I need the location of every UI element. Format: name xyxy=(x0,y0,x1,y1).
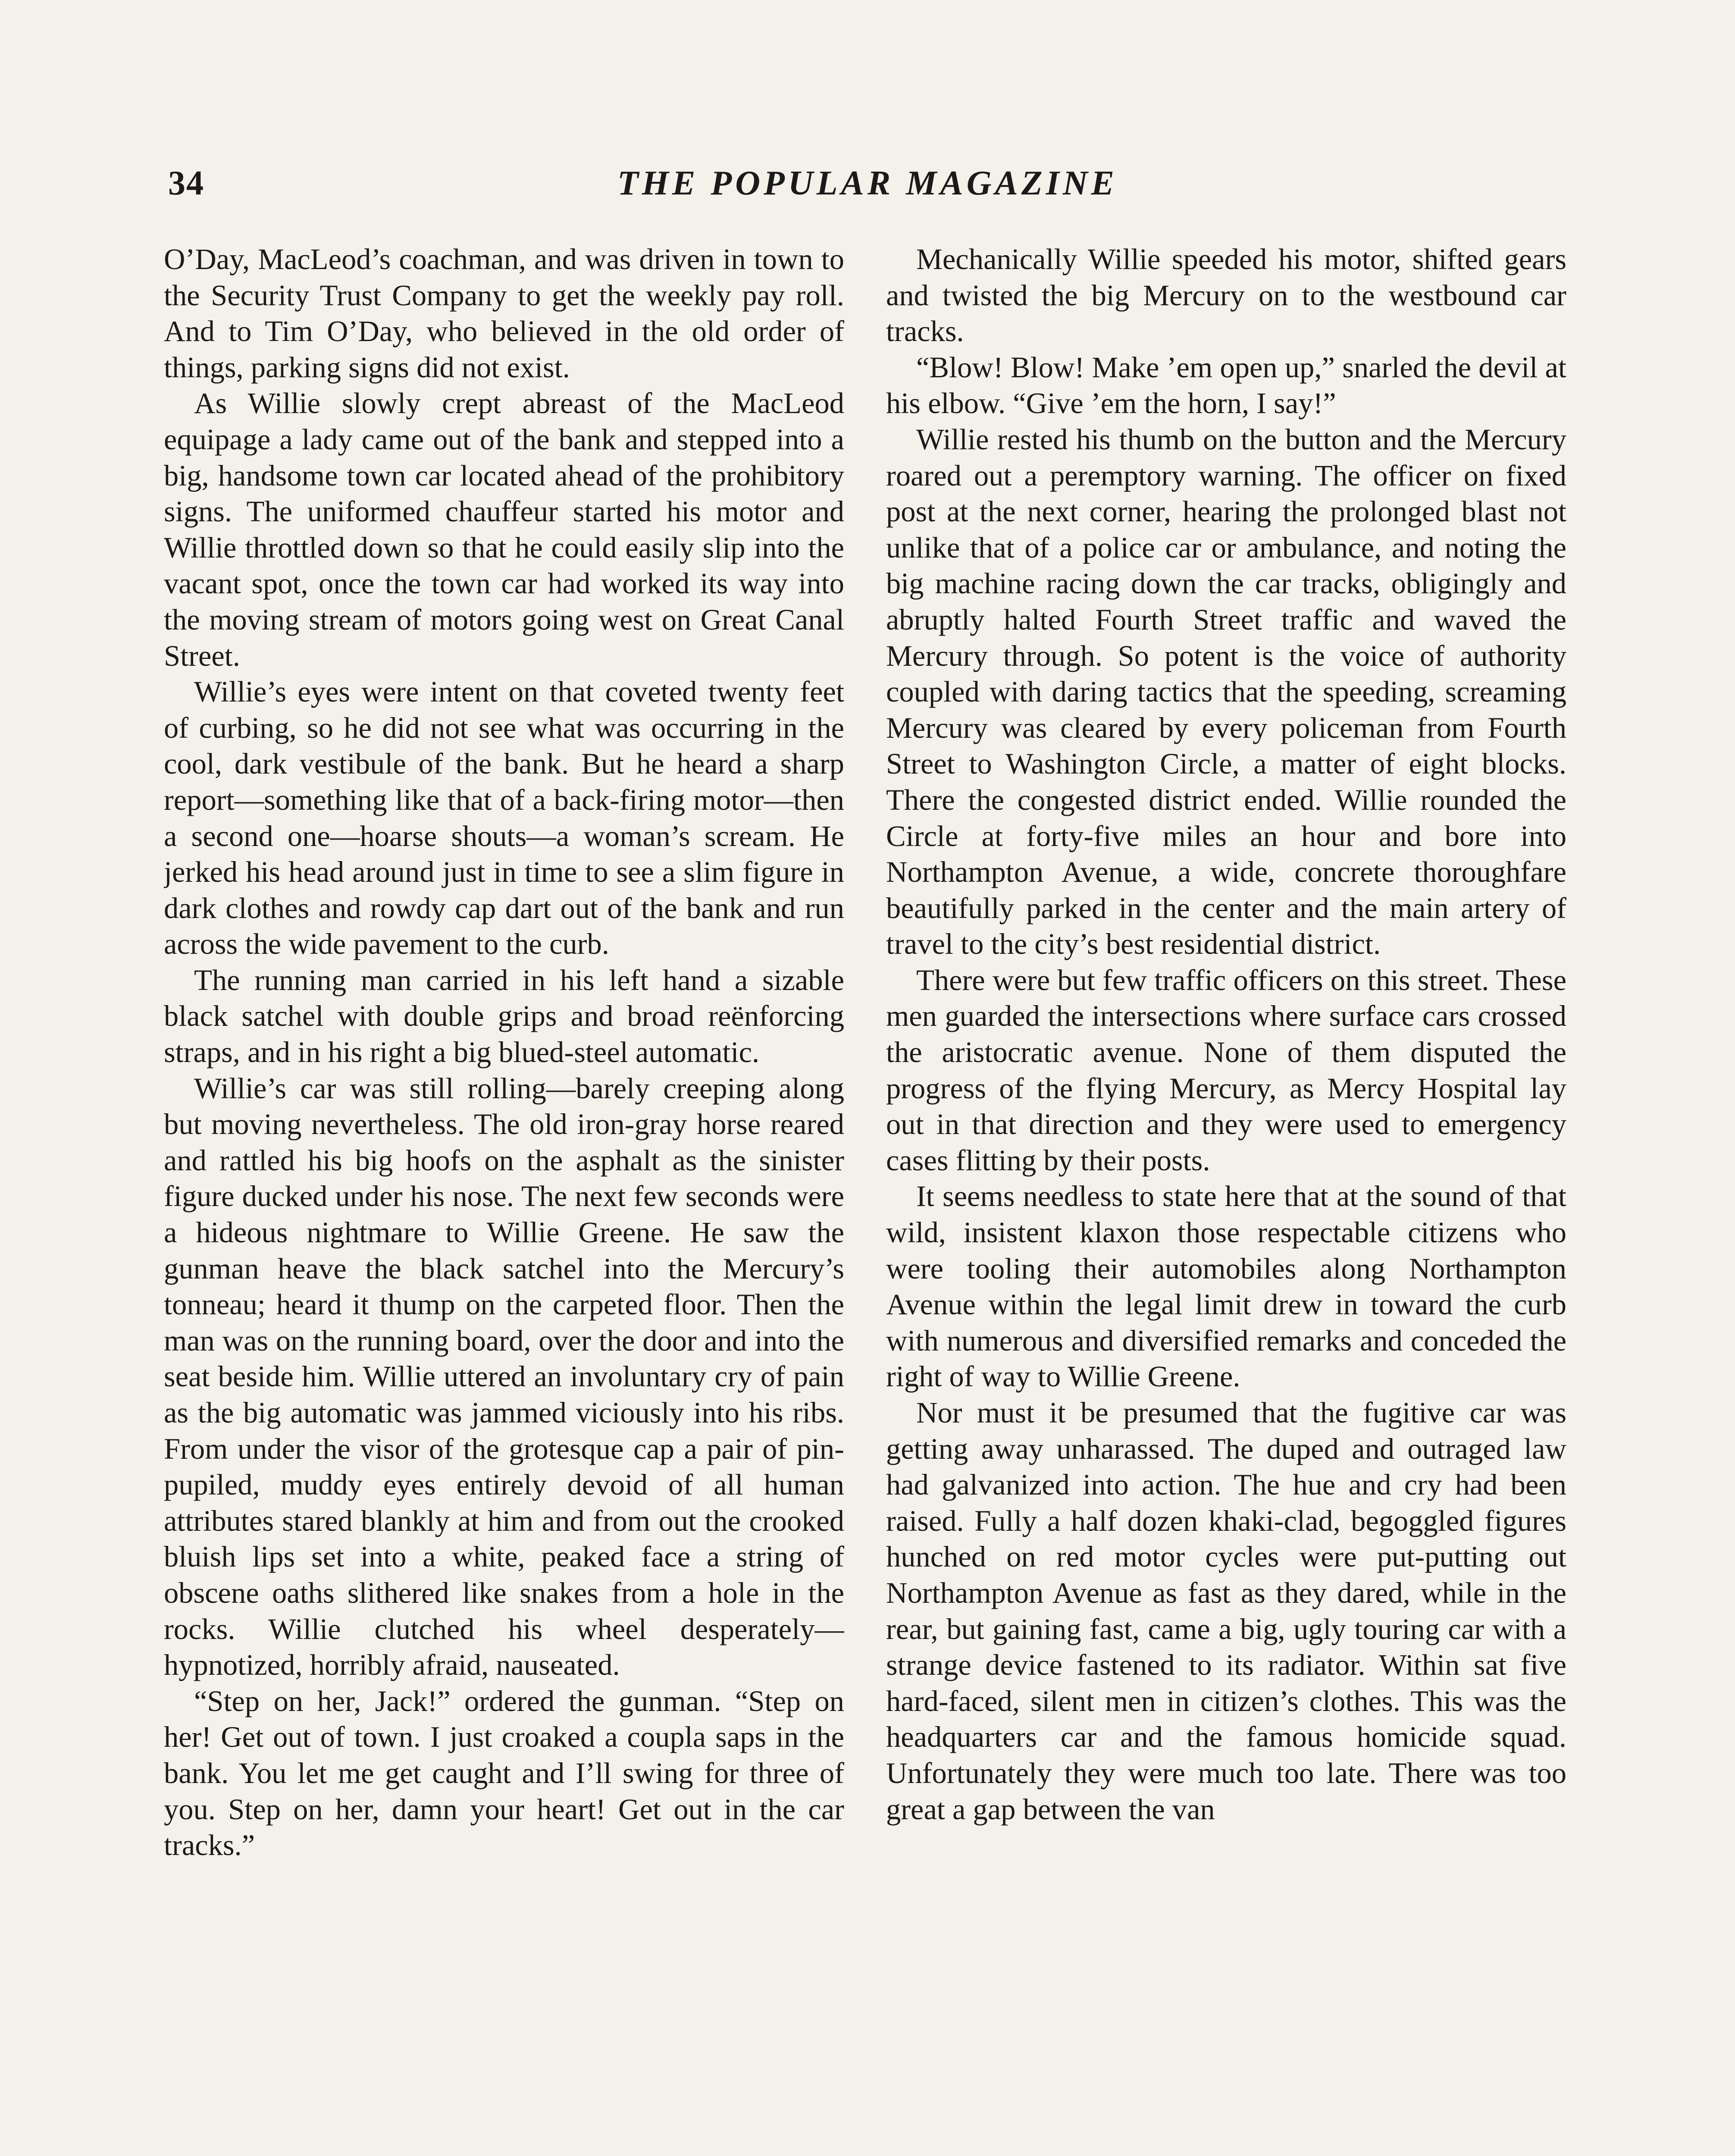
paragraph: “Blow! Blow! Make ’em open up,” snarled the devil at his elbow. “Give ’em the horn, I say!” xyxy=(886,351,1566,420)
paragraph: As Willie slowly crept abreast of the MacLeod equipage a lady came out of the bank and stepped into a big, handsome town car located ahead of the prohibitory signs. The uniformed chauffeur started his motor and Willie throttled down so that he could easily slip into the vacant spot, once the town car had worked its way into the moving stream of motors going west on Great Canal Street. xyxy=(164,387,844,672)
paragraph: It seems needless to state here that at the sound of that wild, insistent klaxon those respectable citizens who were tooling their automobiles along Northampton Avenue within the legal limit drew in toward the curb with numerous and diversified remarks and conceded the right of way to Willie Greene. xyxy=(886,1180,1566,1393)
paragraph: Nor must it be presumed that the fugitive car was getting away unharassed. The duped and outraged law had galvanized into action. The hue and cry had been raised. Fully a half dozen khaki-clad, begoggled figures hunched on red motor cycles were put-putting out Northampton Avenue as fast as they dared, while in the rear, but gaining fast, came a big, ugly touring car with a strange device fastened to its radiator. Within sat five hard-faced, silent men in citizen’s clothes. This was the headquarters car and the famous homicide squad. Unfortunately they were much too late. There was too great a gap between the van xyxy=(886,1396,1566,1826)
right-column xyxy=(886,241,1566,2156)
paragraph: “Step on her, Jack!” ordered the gunman. “Step on her! Get out of town. I just croaked a coupla saps in the bank. You let me get caught and I’ll swing for three of you. Step on her, damn your heart! Get out in the car tracks.” xyxy=(164,1684,844,1862)
page-header xyxy=(168,164,1567,216)
paragraph: Willie rested his thumb on the button and the Mercury roared out a peremptory warning. The officer on fixed post at the next corner, hearing the prolonged blast not unlike that of a police car or ambulance, and noting the big machine racing down the car tracks, obligingly and abruptly halted Fourth Street traffic and waved the Mercury through. So potent is the voice of authority coupled with daring tactics that the speeding, screaming Mercury was cleared by every policeman from Fourth Street to Washington Circle, a matter of eight blocks. There the congested district ended. Willie rounded the Circle at forty-five miles an hour and bore into Northampton Avenue, a wide, concrete thoroughfare beautifully parked in the center and the main artery of travel to the city’s best residential district. xyxy=(886,423,1566,961)
paragraph: Mechanically Willie speeded his motor, shifted gears and twisted the big Mercury on to the westbound car tracks. xyxy=(886,243,1566,348)
paragraph: The running man carried in his left hand a sizable black satchel with double grips and broad reënforcing straps, and in his right a big blued-steel automatic. xyxy=(164,963,844,1069)
paragraph: O’Day, MacLeod’s coachman, and was driven in town to the Security Trust Company to get the weekly pay roll. And to Tim O’Day, who believed in the old order of things, parking signs did not exist. xyxy=(164,243,844,384)
left-column xyxy=(164,241,844,2156)
page-number: 34 xyxy=(168,164,204,202)
paragraph: Willie’s car was still rolling—barely creeping along but moving nevertheless. The old iron-gray horse reared and rattled his big hoofs on the asphalt as the sinister figure ducked under his nose. The next few seconds were a hideous nightmare to Willie Greene. He saw the gunman heave the black satchel into the Mercury’s tonneau; heard it thump on the carpeted floor. Then the man was on the running board, over the door and into the seat beside him. Willie uttered an involuntary cry of pain as the big automatic was jammed viciously into his ribs. From under the visor of the grotesque cap a pair of pin-pupiled, muddy eyes entirely devoid of all human attributes stared blankly at him and from out the crooked bluish lips set into a white, peaked face a string of obscene oaths slithered like snakes from a hole in the rocks. Willie clutched his wheel desperately—hypnotized, horribly afraid, nauseated. xyxy=(164,1072,844,1682)
magazine-title: THE POPULAR MAGAZINE xyxy=(617,164,1118,202)
paragraph: There were but few traffic officers on this street. These men guarded the intersections where surface cars crossed the aristocratic avenue. None of them disputed the progress of the flying Mercury, as Mercy Hospital lay out in that direction and they were used to emergency cases flitting by their posts. xyxy=(886,963,1566,1177)
paragraph: Willie’s eyes were intent on that coveted twenty feet of curbing, so he did not see what was occurring in the cool, dark vestibule of the bank. But he heard a sharp report—something like that of a back-firing motor—then a second one—hoarse shouts—a woman’s scream. He jerked his head around just in time to see a slim figure in dark clothes and rowdy cap dart out of the bank and run across the wide pavement to the curb. xyxy=(164,675,844,961)
